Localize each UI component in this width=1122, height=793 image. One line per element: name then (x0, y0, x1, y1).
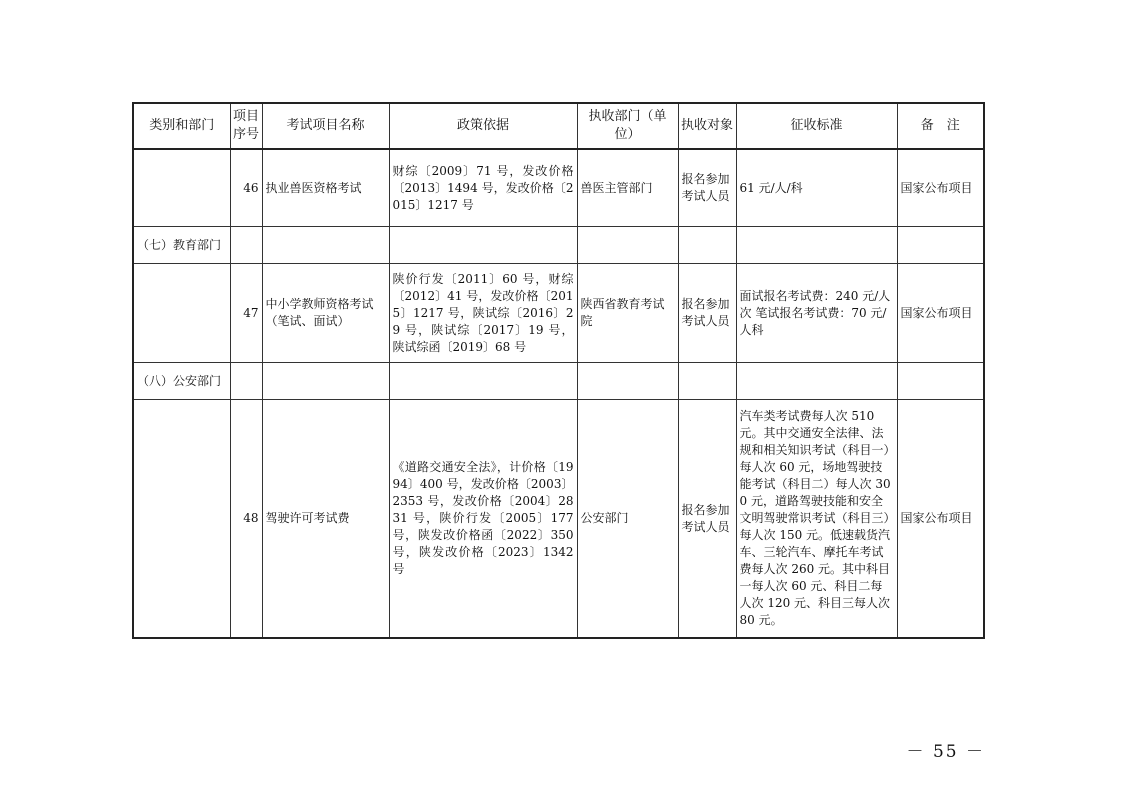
header-standard: 征收标准 (736, 103, 897, 149)
cell-standard: 面试报名考试费：240 元/人次 笔试报名考试费：70 元/人科 (736, 264, 897, 363)
cell-dept: 兽医主管部门 (577, 149, 678, 227)
cell-target: 报名参加考试人员 (678, 264, 736, 363)
cell-category (133, 264, 230, 363)
page-number: － 55 － (906, 742, 985, 762)
cell-standard: 61 元/人/科 (736, 149, 897, 227)
section-row-education (133, 227, 984, 264)
table-row (133, 149, 984, 227)
cell-item-no: 47 (230, 264, 262, 363)
header-category: 类别和部门 (133, 103, 230, 149)
cell-note: 国家公布项目 (897, 264, 984, 363)
cell-item-no: 48 (230, 400, 262, 639)
header-exam-name: 考试项目名称 (262, 103, 389, 149)
section-label: （八）公安部门 (133, 363, 230, 400)
cell-category (133, 149, 230, 227)
header-target: 执收对象 (678, 103, 736, 149)
cell-target: 报名参加考试人员 (678, 149, 736, 227)
cell-dept: 公安部门 (577, 400, 678, 639)
cell-policy: 陕价行发〔2011〕60 号，财综〔2012〕41 号，发改价格〔2015〕1217 号，陕试综〔2016〕29 号，陕试综〔2017〕19 号，陕试综函〔2019〕68 号 (389, 264, 577, 363)
cell-standard: 汽车类考试费每人次 510 元。其中交通安全法律、法规和相关知识考试（科目一）每人次 60 元，场地驾驶技能考试（科目二）每人次 300 元，道路驾驶技能和安全文明驾驶常识考试（科目三）每人次 150 元。低速载货汽车、三轮汽车、摩托车考试费每人次 260 元。其中科目一每人次 60 元、科目二每人次 120 元、科目三每人次 80 元。 (736, 400, 897, 639)
section-row-public-security (133, 363, 984, 400)
cell-item-no: 46 (230, 149, 262, 227)
cell-note: 国家公布项目 (897, 149, 984, 227)
header-note: 备 注 (897, 103, 984, 149)
header-dept: 执收部门（单位） (577, 103, 678, 149)
cell-note: 国家公布项目 (897, 400, 984, 639)
cell-policy: 财综〔2009〕71 号，发改价格〔2013〕1494 号，发改价格〔2015〕1217 号 (389, 149, 577, 227)
cell-exam-name: 中小学教师资格考试（笔试、面试） (262, 264, 389, 363)
table-row (133, 400, 984, 639)
section-label: （七）教育部门 (133, 227, 230, 264)
cell-target: 报名参加考试人员 (678, 400, 736, 639)
cell-policy: 《道路交通安全法》，计价格〔1994〕400 号，发改价格〔2003〕2353 号，发改价格〔2004〕2831 号，陕价行发〔2005〕177 号，陕发改价格函〔2022〕350 号，陕发改价格〔2023〕1342 号 (389, 400, 577, 639)
header-policy: 政策依据 (389, 103, 577, 149)
cell-exam-name: 执业兽医资格考试 (262, 149, 389, 227)
fee-standard-table (132, 102, 985, 639)
table-header-row (133, 103, 984, 149)
table-row (133, 264, 984, 363)
cell-exam-name: 驾驶许可考试费 (262, 400, 389, 639)
cell-category (133, 400, 230, 639)
cell-dept: 陕西省教育考试院 (577, 264, 678, 363)
header-item-no: 项目序号 (230, 103, 262, 149)
